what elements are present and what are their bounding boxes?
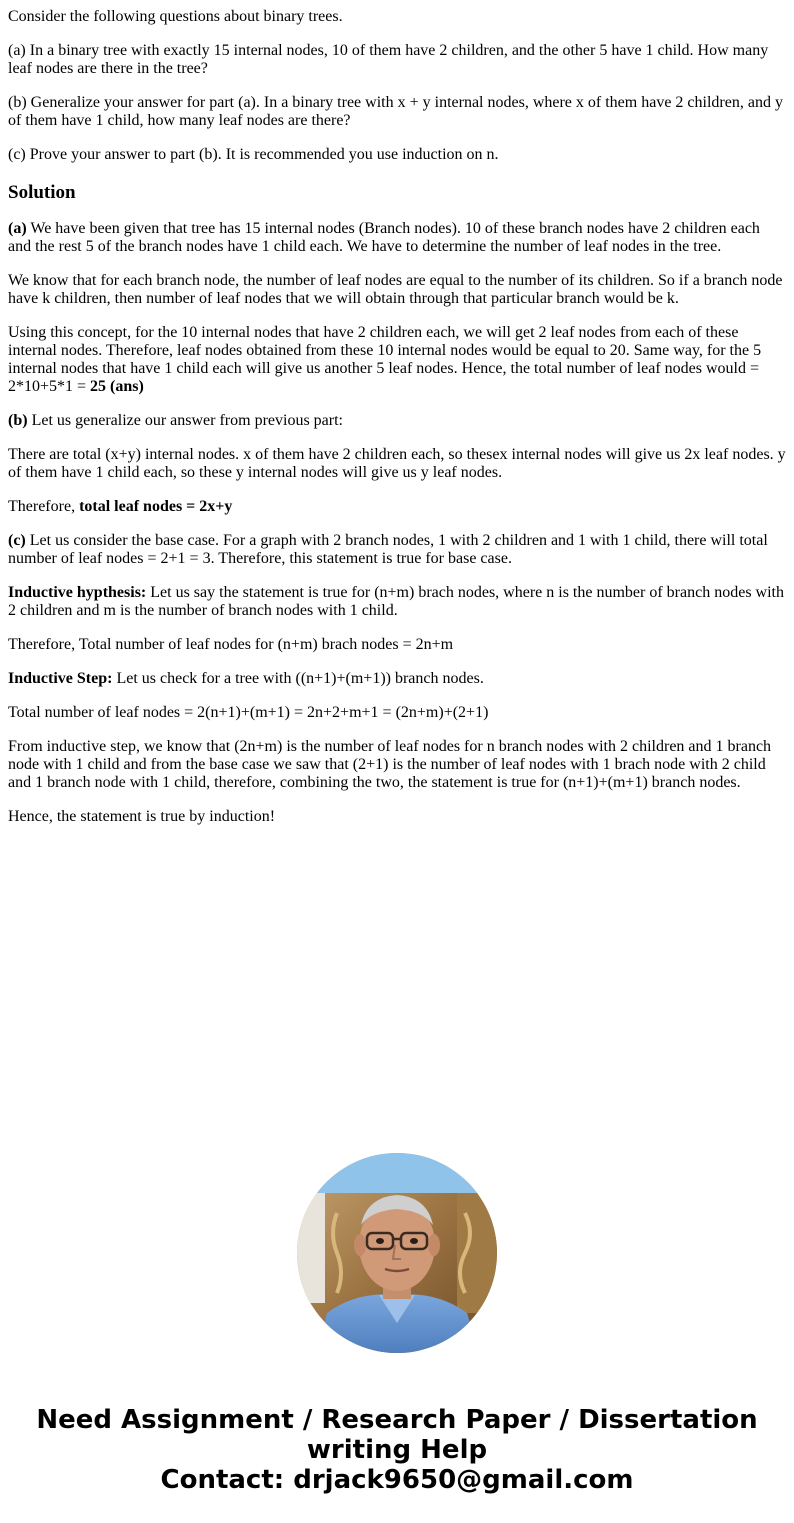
question-a: (a) In a binary tree with exactly 15 internal nodes, 10 of them have 2 children, and the other 5 have 1 child. How many leaf nodes are there in the tree?	[8, 42, 769, 77]
question-b: (b) Generalize your answer for part (a). In a binary tree with x + y internal nodes, where x of them have 2 children, and y of them have 1 child, how many leaf nodes are there?	[8, 94, 783, 129]
document-body	[8, 0, 786, 826]
solution-heading: Solution	[8, 182, 76, 203]
inductive-hypothesis-para	[8, 584, 786, 620]
question-c: (c) Prove your answer to part (b). It is recommended you use induction on n.	[8, 146, 499, 163]
solution-b-para-3	[8, 498, 786, 516]
final-statement: Hence, the statement is true by induction!	[8, 808, 276, 825]
solution-a-para-3	[8, 324, 786, 396]
inductive-hypothesis-text: Let us say the statement is true for (n+m) brach nodes, where n is the number of branch nodes with 2 children and m is the number of branch nodes with 1 child.	[8, 584, 784, 619]
author-portrait	[297, 1153, 497, 1353]
promo-line-2: writing Help	[306, 1435, 488, 1465]
solution-c-text: Let us consider the base case. For a graph with 2 branch nodes, 1 with 2 children and 1 with 1 child, there will total number of leaf nodes = 2+1 = 3. Therefore, this statement is true for base case.	[8, 532, 768, 567]
inductive-hypothesis-label: Inductive hypthesis:	[8, 584, 147, 601]
solution-b-result: total leaf nodes = 2x+y	[79, 498, 233, 515]
solution-c-para	[8, 532, 786, 568]
solution-b-prefix: Therefore,	[8, 498, 80, 515]
solution-a-answer: 25 (ans)	[90, 378, 144, 395]
solution-a-label: (a)	[8, 220, 27, 237]
promo-contact: Contact: drjack9650@gmail.com	[160, 1465, 634, 1495]
solution-b-para-2: There are total (x+y) internal nodes. x of them have 2 children each, so thesex internal nodes will give us 2x leaf nodes. y of them have 1 child each, so these y internal nodes will give us y leaf nodes.	[8, 446, 786, 481]
inductive-step-total: Total number of leaf nodes = 2(n+1)+(m+1) = 2n+2+m+1 = (2n+m)+(2+1)	[8, 704, 489, 721]
promo-line-1: Need Assignment / Research Paper / Dissertation	[36, 1405, 758, 1435]
inductive-step-conclusion: From inductive step, we know that (2n+m) is the number of leaf nodes for n branch nodes with 2 children and 1 branch node with 1 child and from the base case we saw that (2+1) is the number of leaf nodes with 1 brach node with 2 child and 1 branch node with 1 child, therefore, combining the two, the statement is true for (n+1)+(m+1) branch nodes.	[8, 738, 772, 791]
solution-b-text: Let us generalize our answer from previous part:	[27, 412, 343, 429]
solution-c-label: (c)	[8, 532, 26, 549]
solution-a-para-3-text: Using this concept, for the 10 internal nodes that have 2 children each, we will get 2 leaf nodes from each of these internal nodes. Therefore, leaf nodes obtained from these 10 internal nodes would be equal to 20. Same way, for the 5 internal nodes that have 1 child each will give us another 5 leaf nodes. Hence, the total number of leaf nodes would = 2*10+5*1 =	[8, 324, 762, 395]
inductive-step-para	[8, 670, 786, 688]
promo-banner	[0, 1405, 794, 1495]
author-avatar	[297, 1153, 497, 1353]
solution-a-para	[8, 220, 786, 256]
solution-a-text: We have been given that tree has 15 internal nodes (Branch nodes). 10 of these branch nodes have 2 children each and the rest 5 of the branch nodes have 1 child each. We have to determine the number of leaf nodes in the tree.	[8, 220, 760, 255]
inductive-step-label: Inductive Step:	[8, 670, 113, 687]
solution-b-para	[8, 412, 786, 430]
inductive-step-text: Let us check for a tree with ((n+1)+(m+1)) branch nodes.	[112, 670, 484, 687]
intro-text: Consider the following questions about binary trees.	[8, 8, 343, 25]
solution-b-label: (b)	[8, 412, 28, 429]
solution-a-para-2: We know that for each branch node, the number of leaf nodes are equal to the number of its children. So if a branch node have k children, then number of leaf nodes that we will obtain through that particular branch would be k.	[8, 272, 783, 307]
inductive-hypothesis-total: Therefore, Total number of leaf nodes for (n+m) brach nodes = 2n+m	[8, 636, 454, 653]
